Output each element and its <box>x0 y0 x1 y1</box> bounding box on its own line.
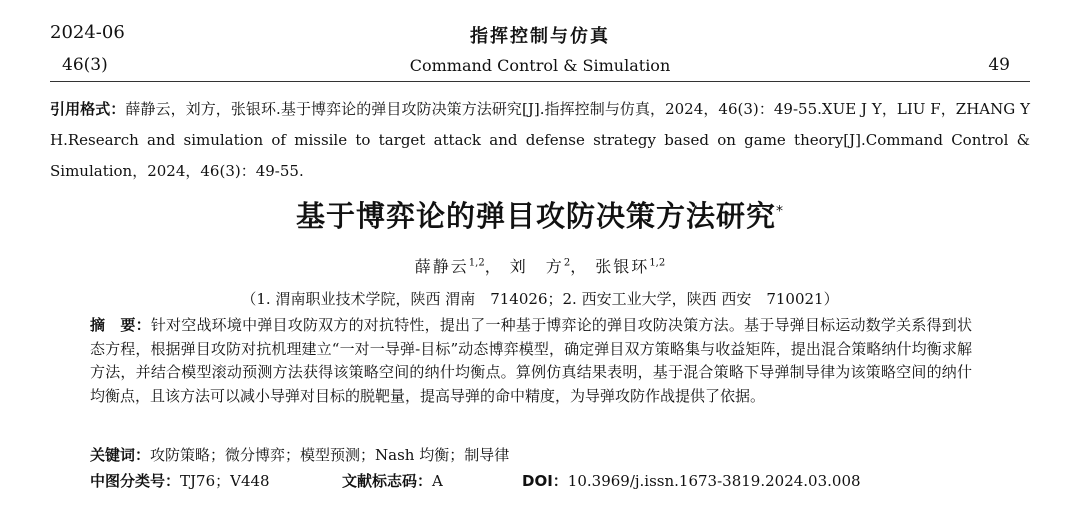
author-name: 张银环 <box>595 257 650 276</box>
keywords-line <box>90 444 990 465</box>
paper-title <box>0 194 1080 235</box>
doi-value: 10.3969/j.issn.1673-3819.2024.03.008 <box>567 472 861 490</box>
author-affiliation-mark: 2 <box>563 257 571 269</box>
keywords-label: 关键词： <box>90 446 151 464</box>
doi-field <box>522 470 861 491</box>
citation-label: 引用格式： <box>50 100 126 118</box>
page-number: 49 <box>988 55 1010 75</box>
author-separator: ， <box>570 257 589 276</box>
citation-block <box>50 94 1030 187</box>
journal-title-cn: 指挥控制与仿真 <box>470 26 610 47</box>
doc-code-value: A <box>432 472 443 490</box>
issue-date: 2024-06 <box>50 22 125 43</box>
doc-code-label: 文献标志码： <box>342 472 433 490</box>
header-divider <box>50 81 1030 82</box>
affiliation-line: （1. 渭南职业技术学院，陕西 渭南 714026；2. 西安工业大学，陕西 西安 710021） <box>241 290 839 308</box>
author-separator: ， <box>484 257 503 276</box>
doc-code-field <box>342 470 443 491</box>
volume-issue: 46(3) <box>62 55 108 75</box>
author-affiliation-mark: 1,2 <box>649 257 666 269</box>
title-footnote-mark: * <box>776 203 784 220</box>
journal-title-en: Command Control & Simulation <box>409 56 671 75</box>
author-list <box>0 254 1080 277</box>
doi-label: DOI： <box>522 472 568 490</box>
paper-title-text: 基于博弈论的弹目攻防决策方法研究 <box>295 199 776 233</box>
clc-value: TJ76；V448 <box>180 472 270 490</box>
clc-label: 中图分类号： <box>90 472 181 490</box>
abstract-block <box>90 314 972 408</box>
citation-text: 薛静云，刘方，张银环.基于博弈论的弹目攻防决策方法研究[J].指挥控制与仿真，2024，46(3)：49-55.XUE J Y，LIU F，ZHANG Y H.Research and simulation of missile to target attack and defense strategy based on game theory[J].Command Control & Simulation，2024，46(3)：49-55. <box>50 100 1030 180</box>
page-header <box>50 0 1030 82</box>
abstract-text: 针对空战环境中弹目攻防双方的对抗特性，提出了一种基于博弈论的弹目攻防决策方法。基于导弹目标运动数学关系得到状态方程，根据弹目攻防对抗机理建立“一对一导弹-目标”动态博弈模型，确定弹目双方策略集与收益矩阵，提出混合策略纳什均衡求解方法，并结合模型滚动预测方法获得该策略空间的纳什均衡点。算例仿真结果表明，基于混合策略下导弹制导律为该策略空间的纳什均衡点，且该方法可以减小导弹对目标的脱靶量，提高导弹的命中精度，为导弹攻防作战提供了依据。 <box>90 316 972 405</box>
clc-field <box>90 472 270 490</box>
author-name: 刘 方 <box>509 257 564 276</box>
author-name: 薛静云 <box>414 257 469 276</box>
abstract-label: 摘 要： <box>90 316 151 334</box>
keywords-text: 攻防策略；微分博弈；模型预测；Nash 均衡；制导律 <box>150 446 510 464</box>
classification-line <box>90 470 990 491</box>
author-affiliation-mark: 1,2 <box>468 257 485 269</box>
